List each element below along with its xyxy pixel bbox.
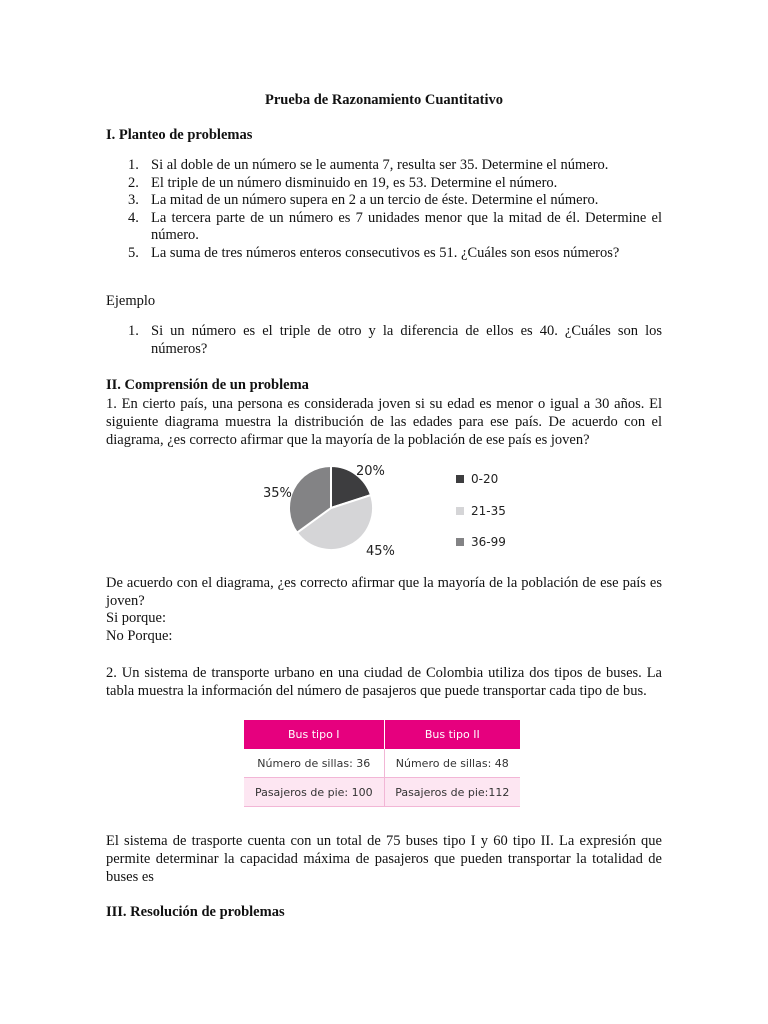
list-item: 4. La tercera parte de un número es 7 unidades menor que la mitad de él. Determine el número. bbox=[128, 209, 662, 244]
legend-swatch-21-35 bbox=[456, 507, 464, 515]
section-2-heading: II. Comprensión de un problema bbox=[106, 377, 309, 393]
problem-2-text: 2. Un sistema de transporte urbano en una ciudad de Colombia utiliza dos tipos de buses. La tabla muestra la información del número de pasajeros que puede transportar cada tipo de bus. bbox=[106, 665, 662, 699]
table-row bbox=[244, 749, 520, 778]
problem-1-question: De acuerdo con el diagrama, ¿es correcto afirmar que la mayoría de la población de ese país es joven? bbox=[106, 575, 662, 609]
legend-swatch-36-99 bbox=[456, 538, 464, 546]
table-cell: Pasajeros de pie: 100 bbox=[244, 778, 384, 807]
answer-yes-label: Si porque: bbox=[106, 610, 167, 626]
answer-no-label: No Porque: bbox=[106, 628, 173, 644]
problem-1-text: 1. En cierto país, una persona es considerada joven si su edad es menor o igual a 30 años. El siguiente diagrama muestra la distribución de las edades para ese país. De acuerdo con el diagrama, ¿es correcto afirmar que la mayoría de la población de ese país es joven? bbox=[106, 396, 662, 448]
legend-label-21-35: 21-35 bbox=[471, 504, 506, 518]
example-label: Ejemplo bbox=[106, 293, 156, 309]
legend-label-0-20: 0-20 bbox=[471, 472, 499, 486]
document-title: Prueba de Razonamiento Cuantitativo bbox=[264, 92, 504, 108]
legend-swatch-0-20 bbox=[456, 475, 464, 483]
table-row bbox=[244, 778, 520, 807]
section-1-heading: I. Planteo de problemas bbox=[106, 127, 253, 143]
age-distribution-pie-chart bbox=[258, 456, 518, 566]
list-item: 1. Si un número es el triple de otro y la diferencia de ellos es 40. ¿Cuáles son los números? bbox=[128, 323, 662, 357]
list-item: 2. El triple de un número disminuido en 19, es 53. Determine el número. bbox=[128, 174, 558, 191]
table-cell: Pasajeros de pie:112 bbox=[384, 778, 520, 807]
table-cell: Número de sillas: 48 bbox=[384, 749, 520, 778]
slice-label-36-99: 35% bbox=[263, 486, 292, 501]
bus-capacity-table bbox=[244, 720, 520, 807]
list-item: 3. La mitad de un número supera en 2 a un tercio de éste. Determine el número. bbox=[128, 192, 599, 209]
legend-label-36-99: 36-99 bbox=[471, 535, 506, 549]
slice-label-21-35: 45% bbox=[366, 544, 395, 559]
example-list bbox=[128, 323, 662, 358]
section-3-heading: III. Resolución de problemas bbox=[106, 904, 285, 920]
table-header-cell: Bus tipo I bbox=[244, 720, 384, 749]
chart-legend bbox=[456, 472, 506, 549]
list-item: 5. La suma de tres números enteros consecutivos es 51. ¿Cuáles son esos números? bbox=[128, 244, 620, 261]
problem-list bbox=[128, 157, 662, 263]
table-header-cell: Bus tipo II bbox=[384, 720, 520, 749]
table-header-row bbox=[244, 720, 520, 749]
slice-label-0-20: 20% bbox=[356, 464, 385, 479]
table-cell: Número de sillas: 36 bbox=[244, 749, 384, 778]
problem-2-continuation: El sistema de trasporte cuenta con un total de 75 buses tipo I y 60 tipo II. La expresión que permite determinar la capacidad máxima de pasajeros que pueden transportar la totalidad de buses es bbox=[106, 833, 662, 885]
list-item: 1. Si al doble de un número se le aumenta 7, resulta ser 35. Determine el número. bbox=[128, 157, 609, 173]
